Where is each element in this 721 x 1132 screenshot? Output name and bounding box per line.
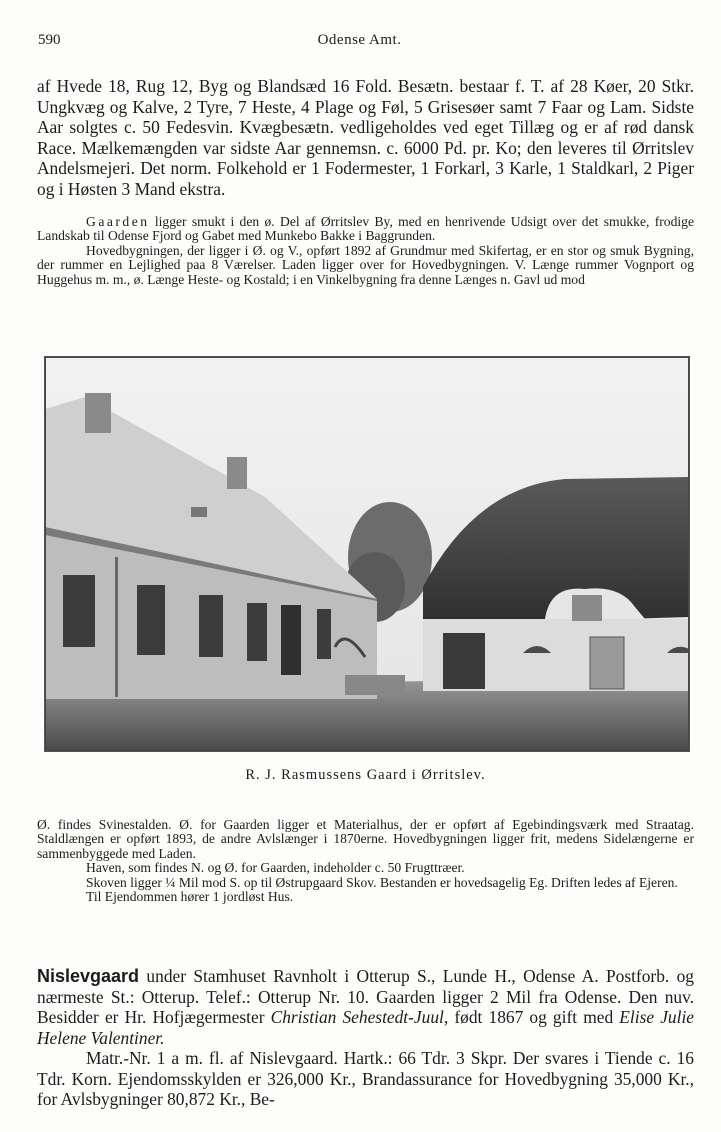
page-number: 590 — [38, 32, 61, 48]
continuation-paragraph-2: Haven, som findes N. og Ø. for Gaarden, indeholder c. 50 Frugttræer. — [86, 860, 465, 876]
spaced-keyword: Gaarden — [86, 214, 150, 229]
continuation-paragraph-1: Ø. findes Svinestalden. Ø. for Gaarden ligger et Materialhus, der er opført af Egebindingsværk med Straatag. Staldlængen er opført 1893, de andre Avlslænger i 1870erne. Hovedbygningen ligger frit, medens Sidelængerne er sammenbyggede med Laden. — [37, 817, 694, 861]
farm-name: Nislevgaard — [37, 966, 140, 986]
photo-caption: R. J. Rasmussens Gaard i Ørritslev. — [245, 767, 486, 783]
farm-photo-image — [45, 357, 689, 751]
intro-paragraph: af Hvede 18, Rug 12, Byg og Blandsæd 16 Fold. Besætn. bestaar f. T. af 28 Køer, 20 Stkr. Ungkvæg og Kalve, 2 Tyre, 7 Heste, 4 Plage og Føl, 5 Grisesøer samt 7 Faar og Lam. Sidste Aar solgtes c. 50 Fedesvin. Kvægbesætn. vedligeholdes ved eget Tillæg og er af rød dansk Race. Mælkemængden var sidste Aar gennemsn. c. 6000 Pd. pr. Ko; den leveres til Ørritslev Andelsmejeri. Det norm. Folkehold er 1 Fodermester, 1 Forkarl, 3 Karle, 1 Staldkarl, 2 Piger og i Høsten 3 Mand ekstra. — [37, 76, 694, 199]
intro-section — [37, 76, 694, 199]
running-head: Odense Amt. — [317, 32, 402, 48]
farm-photograph — [44, 356, 690, 752]
nislevgaard-entry — [37, 966, 694, 1110]
farm-description — [37, 215, 694, 287]
entry-paragraph-2: Matr.-Nr. 1 a m. fl. af Nislevgaard. Hartk.: 66 Tdr. 3 Skpr. Der svares i Tiende c. 16 Tdr. Korn. Ejendomsskylden er 326,000 Kr., Brandassurance for Hovedbygning 35,000 Kr., for Avlsbygninger 80,872 Kr., Be- — [37, 1048, 694, 1109]
entry-text-1: under Stamhuset Ravnholt i Otterup S., Lunde H., Odense A. Postforb. og nærmeste St.: Otterup. Telef.: Otterup Nr. 10. Gaarden ligger 2 Mil fra Odense. Den nuv. Besidder er Hr. Hofjægermester — [37, 966, 694, 1027]
continuation-paragraph-3: Skoven ligger ¼ Mil mod S. op til Østrupgaard Skov. Bestanden er hovedsagelig Eg. Driften ledes af Ejeren. — [86, 874, 678, 890]
entry-paragraph-1 — [37, 966, 694, 1048]
farm-continuation — [37, 818, 694, 904]
owner-name: Christian Sehestedt-Juul, — [270, 1007, 449, 1027]
description-paragraph-2: Hovedbygningen, der ligger i Ø. og V., opført 1892 af Grundmur med Skifertag, er en stor og smuk Bygning, der rummer en Lejlighed paa 8 Værelser. Laden ligger over for Hovedbygningen. V. Længe rummer Vognport og Huggehus m. m., ø. Længe Heste- og Kostald; i en Vinkelbygning fra denne Længes n. Gavl ud mod — [37, 242, 694, 287]
entry-text-2: født 1867 og gift med — [448, 1007, 620, 1027]
continuation-paragraph-4: Til Ejendommen hører 1 jordløst Hus. — [86, 889, 294, 905]
wife-name: Elise Julie Helene Valentiner. — [37, 1007, 694, 1048]
description-paragraph-1-text: ligger smukt i den ø. Del af Ørritslev By, med en henrivende Udsigt over det smukke, frodige Landskab til Odense Fjord og Gabet med Munkebo Bakke i Baggrunden. — [37, 214, 694, 244]
page-header — [38, 32, 681, 52]
description-paragraph-1 — [37, 215, 694, 244]
